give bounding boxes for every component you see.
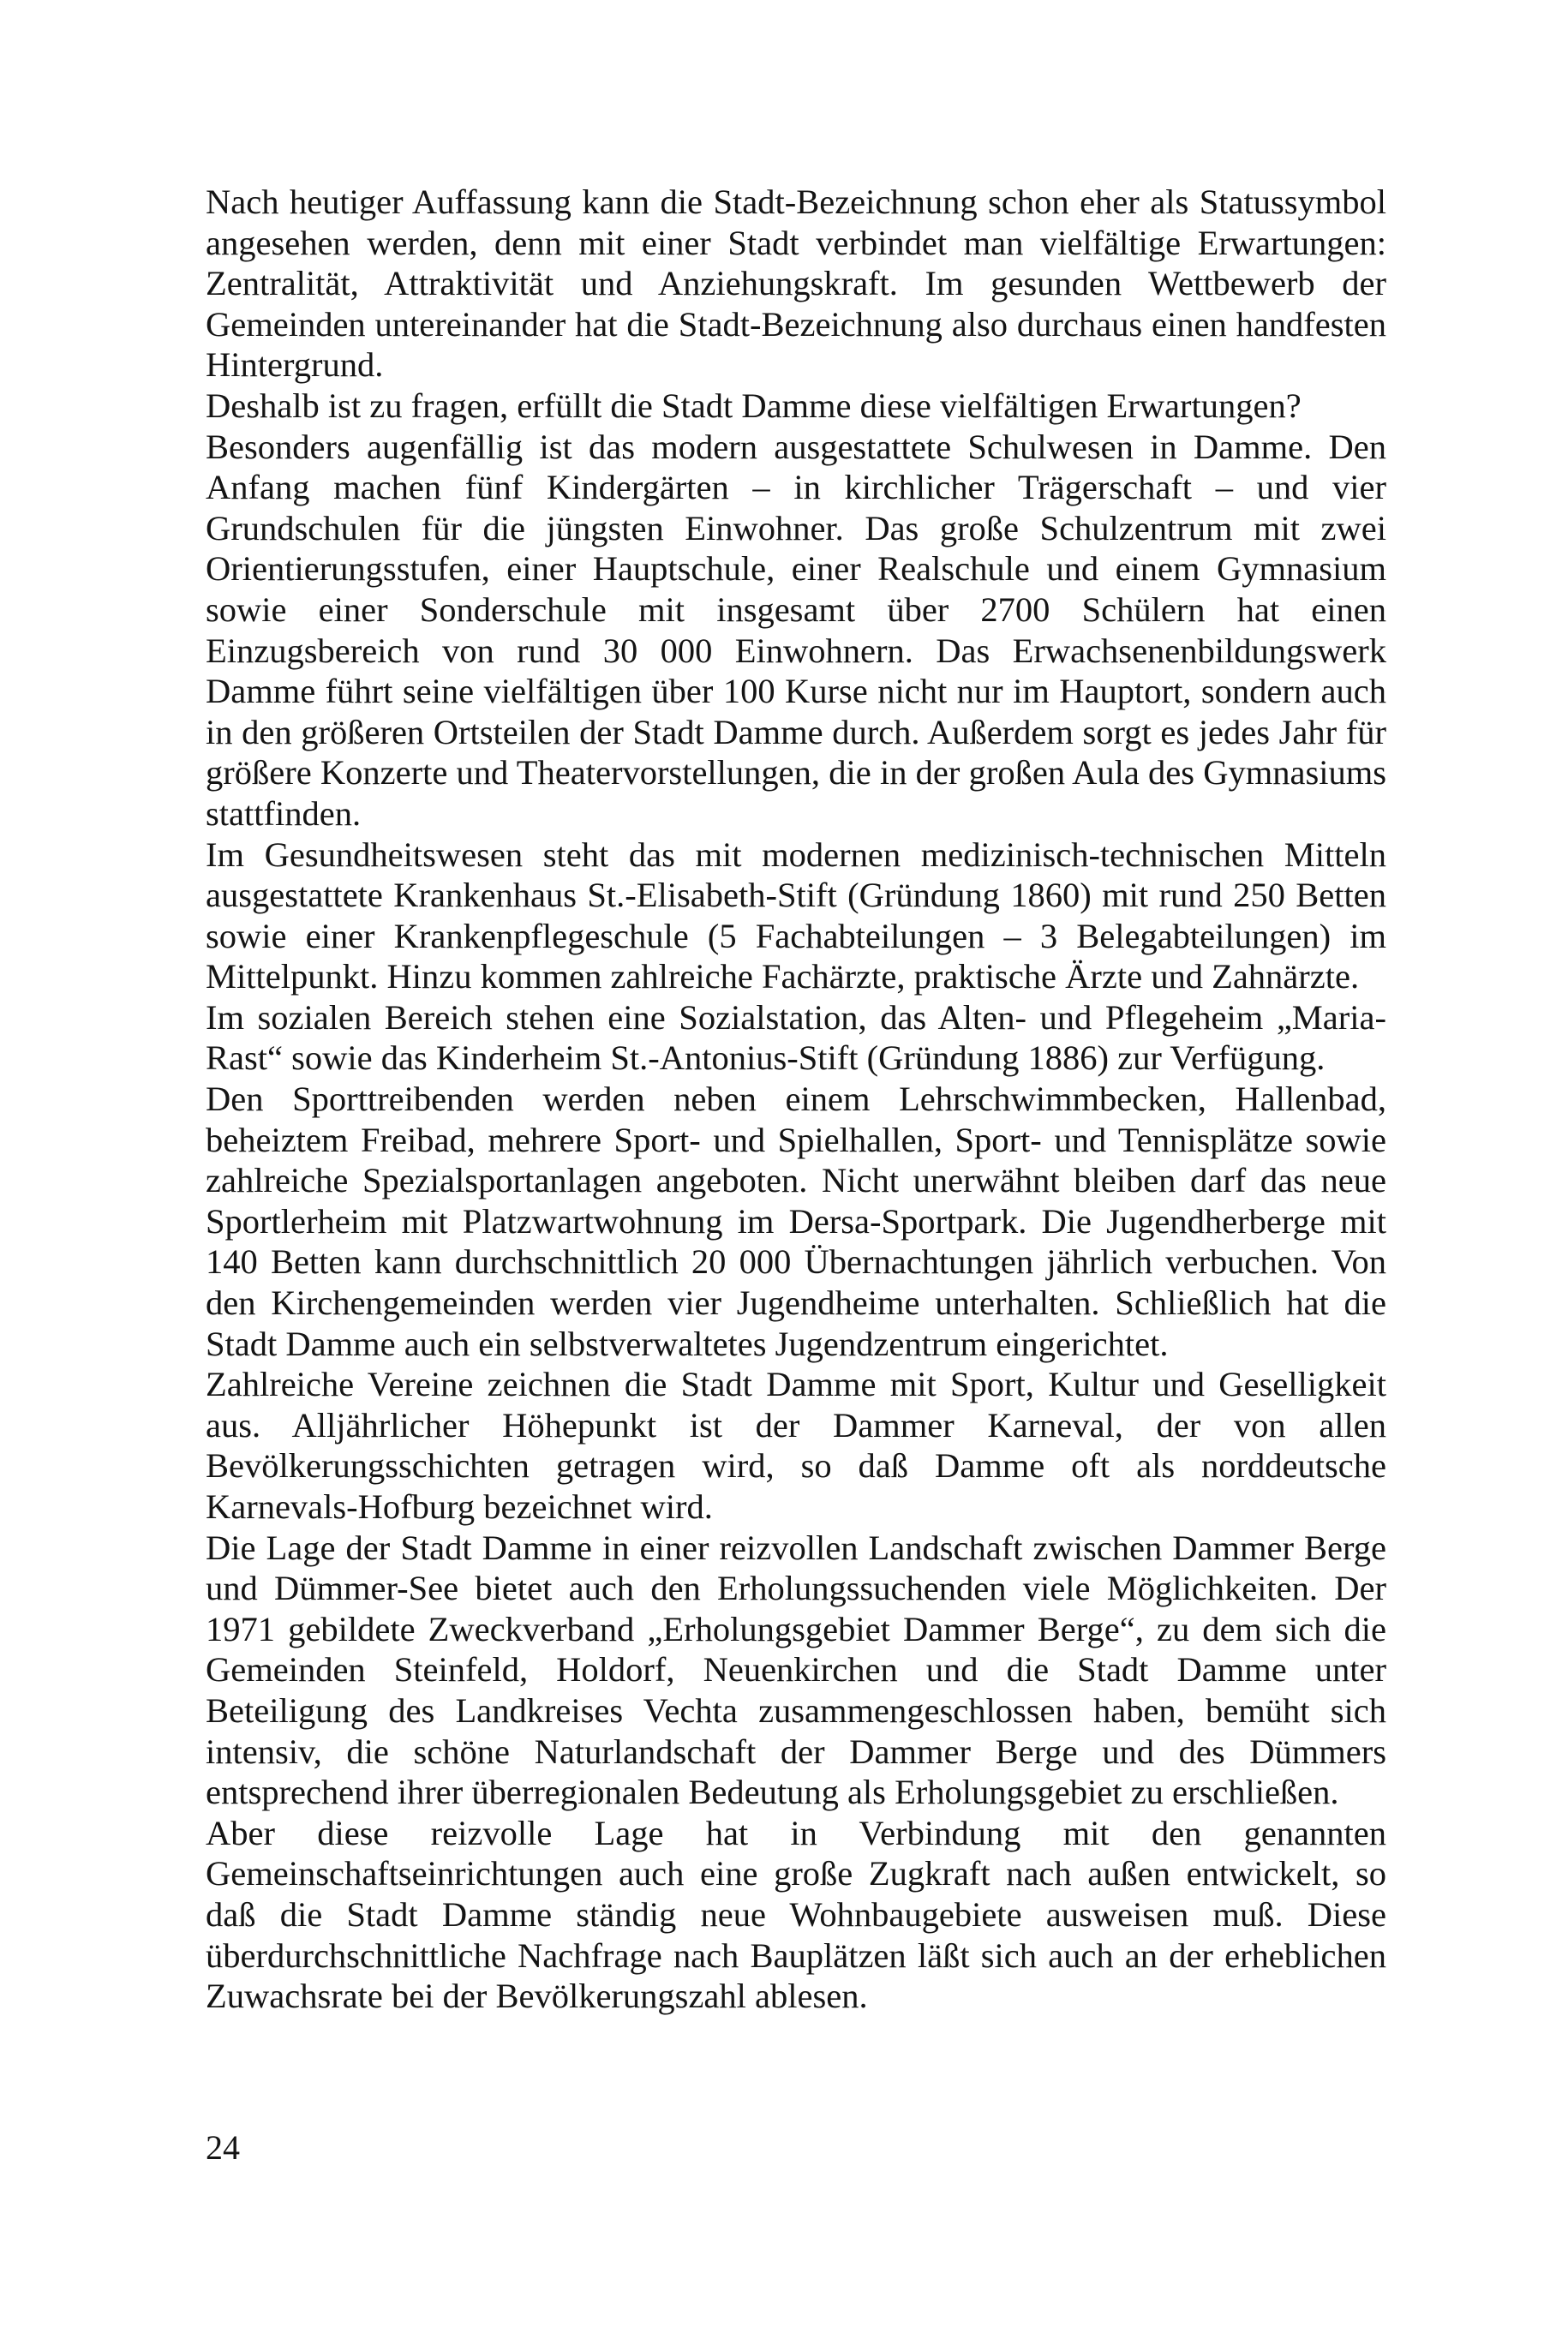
paragraph-vereine: Zahlreiche Vereine zeichnen die Stadt Damme mit Sport, Kultur und Geselligkeit aus. Alljährlicher Höhepunkt ist der Dammer Karneval, der von allen Bevölkerungsschichten getragen wird, so daß Damme oft als norddeutsche Karnevals-Hofburg bezeichnet wird. <box>206 1365 1386 1526</box>
body-text <box>206 182 1386 2017</box>
paragraph-gesundheitswesen: Im Gesundheitswesen steht das mit modernen medizinisch-technischen Mitteln ausgestattete Krankenhaus St.-Elisabeth-Stift (Gründung 1860) mit rund 250 Betten sowie einer Krankenpflegeschule (5 Fachabteilungen – 3 Belegabteilungen) im Mittelpunkt. Hinzu kommen zahlreiche Fachärzte, praktische Ärzte und Zahnärzte. <box>206 834 1386 996</box>
page-number: 24 <box>206 2128 240 2167</box>
paragraph-schulwesen: Besonders augenfällig ist das modern ausgestattete Schulwesen in Damme. Den Anfang machen fünf Kindergärten – in kirchlicher Trägerschaft – und vier Grundschulen für die jüngsten Einwohner. Das große Schulzentrum mit zwei Orientierungsstufen, einer Hauptschule, einer Realschule und einem Gymnasium sowie einer Sonderschule mit insgesamt über 2700 Schülern hat einen Einzugsbereich von rund 30 000 Einwohnern. Das Erwachsenenbildungswerk Damme führt seine vielfältigen über 100 Kurse nicht nur im Hauptort, sondern auch in den größeren Ortsteilen der Stadt Damme durch. Außerdem sorgt es jedes Jahr für größere Konzerte und Theatervorstellungen, die in der großen Aula des Gymnasiums stattfinden. <box>206 427 1386 833</box>
paragraph-sport: Den Sporttreibenden werden neben einem Lehrschwimmbecken, Hallenbad, beheiztem Freibad, mehrere Sport- und Spielhallen, Sport- und Tennisplätze sowie zahlreiche Spezialsportanlagen angeboten. Nicht unerwähnt bleiben darf das neue Sportlerheim mit Platzwartwohnung im Dersa-Sportpark. Die Jugendherberge mit 140 Betten kann durchschnittlich 20 000 Übernachtungen jährlich verbuchen. Von den Kirchengemeinden werden vier Jugendheime unterhalten. Schließlich hat die Stadt Damme auch ein selbstverwaltetes Jugendzentrum eingerichtet. <box>206 1080 1386 1363</box>
paragraph-frage: Deshalb ist zu fragen, erfüllt die Stadt Damme diese vielfältigen Erwartungen? <box>206 386 1302 425</box>
paragraph-wohnbau: Aber diese reizvolle Lage hat in Verbindung mit den genannten Gemeinschaftseinrichtungen auch eine große Zugkraft nach außen entwickelt, so daß die Stadt Damme ständig neue Wohnbaugebiete ausweisen muß. Diese überdurchschnittliche Nachfrage nach Bauplätzen läßt sich auch an der erheblichen Zuwachsrate bei der Bevölkerungszahl ablesen. <box>206 1813 1386 2016</box>
paragraph-sozialer-bereich: Im sozialen Bereich stehen eine Sozialstation, das Alten- und Pflegeheim „Maria-Rast“ sowie das Kinderheim St.-Antonius-Stift (Gründung 1886) zur Verfügung. <box>206 997 1386 1078</box>
paragraph-stadt-bezeichnung: Nach heutiger Auffassung kann die Stadt-Bezeichnung schon eher als Statussymbol angesehen werden, denn mit einer Stadt verbindet man vielfältige Erwartungen: Zentralität, Attraktivität und Anziehungskraft. Im gesunden Wettbewerb der Gemeinden untereinander hat die Stadt-Bezeichnung also durchaus einen handfesten Hintergrund. <box>206 182 1386 385</box>
paragraph-erholung: Die Lage der Stadt Damme in einer reizvollen Landschaft zwischen Dammer Berge und Dümmer-See bietet auch den Erholungssuchenden viele Möglichkeiten. Der 1971 gebildete Zweckverband „Erholungsgebiet Dammer Berge“, zu dem sich die Gemeinden Steinfeld, Holdorf, Neuenkirchen und die Stadt Damme unter Beteiligung des Landkreises Vechta zusammengeschlossen haben, bemüht sich intensiv, die schöne Naturlandschaft der Dammer Berge und des Dümmers entsprechend ihrer überregionalen Bedeutung als Erholungsgebiet zu erschließen. <box>206 1528 1386 1812</box>
